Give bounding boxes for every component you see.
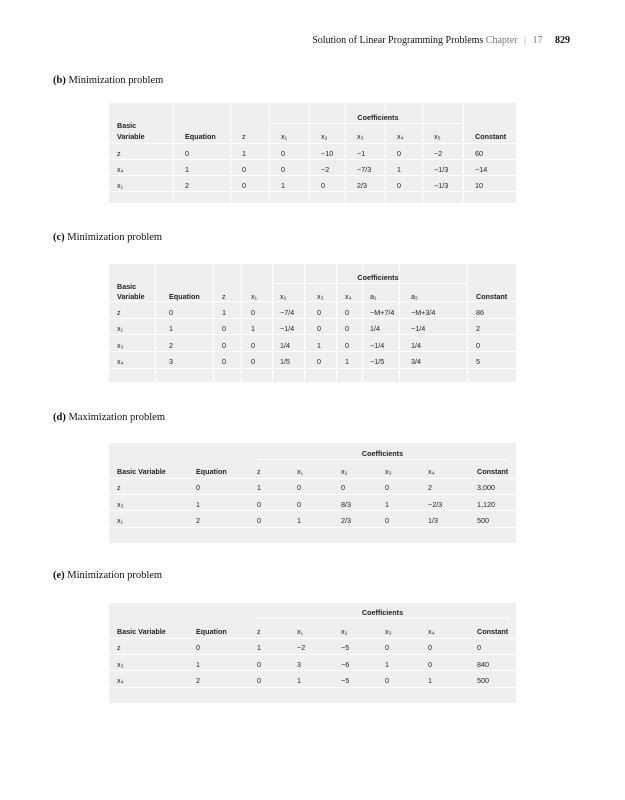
row-divider [109,334,516,335]
basic-header: Basic [117,121,137,130]
section-d-title: Maximization problem [68,412,165,423]
column-divider [272,264,273,382]
table-cell: −14 [475,165,488,174]
section-e-label: (e) [53,570,65,581]
table-d [109,443,516,543]
table-cell: 0 [297,483,301,492]
column-header: x₁ [297,467,304,476]
basic-variable-header: Basic Variable [117,627,166,636]
table-cell: 0 [222,357,226,366]
column-divider [230,103,231,203]
table-cell: 0 [317,308,321,317]
table-cell: 0 [257,676,261,685]
header-divider [109,638,516,639]
header-divider [109,478,516,479]
column-header: Equation [196,467,227,476]
running-title: Solution of Linear Programming Problems [312,35,484,46]
section-d-heading [53,412,165,423]
table-cell: 1 [196,660,200,669]
table-cell: 1 [385,500,389,509]
column-header: Equation [169,292,200,301]
column-divider [304,264,305,382]
table-cell: x₁ [117,516,124,525]
row-divider [109,191,516,192]
table-cell: 840 [477,660,489,669]
table-cell: 0 [317,324,321,333]
table-cell: −1 [357,149,366,158]
table-cell: 0 [242,165,246,174]
table-cell: 3,000 [477,483,495,492]
table-cell: x₄ [117,165,124,174]
row-divider [109,494,516,495]
table-cell: x₃ [117,341,124,350]
column-header: Equation [196,627,227,636]
table-cell: 2 [476,324,480,333]
table-cell: x₁ [117,324,124,333]
column-header: Constant [476,292,508,301]
table-cell: 0 [345,324,349,333]
table-cell: −6 [341,660,350,669]
row-divider [109,670,516,671]
table-cell: x₁ [117,181,124,190]
table-cell: x₄ [117,676,124,685]
table-cell: 0 [196,643,200,652]
table-cell: 1 [251,324,255,333]
column-header: x₄ [397,132,404,141]
table-cell: 2 [185,181,189,190]
column-divider [399,264,400,382]
table-cell: 1 [242,149,246,158]
column-header: x₃ [317,292,324,301]
table-cell: 2/3 [357,181,367,190]
section-c-title: Minimization problem [67,232,163,243]
section-c-label: (c) [53,232,65,243]
table-cell: 0 [242,181,246,190]
column-header: Constant [475,132,507,141]
table-cell: 1/3 [428,516,438,525]
column-header: x₁ [251,292,258,301]
column-divider [155,264,156,382]
running-header [312,35,570,46]
table-cell: 0 [251,357,255,366]
coefficients-underline [272,283,467,284]
table-cell: 2 [196,676,200,685]
variable-header: Variable [117,132,145,141]
table-cell: −7/3 [357,165,372,174]
table-cell: −5 [341,676,350,685]
variable-header: Variable [117,292,145,301]
section-c-heading [53,232,162,243]
coefficients-underline [257,618,509,619]
table-cell: z [117,308,121,317]
table-cell: −1/3 [434,181,449,190]
table-cell: 0 [169,308,173,317]
table-cell: 0 [397,181,401,190]
table-cell: 0 [257,516,261,525]
basic-variable-header: Basic Variable [117,467,166,476]
table-cell: 1/5 [280,357,290,366]
table-cell: 1,120 [477,500,495,509]
table-cell: −2/3 [428,500,443,509]
table-cell: 0 [385,676,389,685]
header-divider [109,143,516,144]
table-cell: 2 [428,483,432,492]
coefficients-header: Coefficients [357,113,399,122]
column-header: x₂ [341,467,348,476]
column-header: a₂ [411,292,418,301]
section-d-label: (d) [53,412,66,423]
table-cell: 0 [397,149,401,158]
table-cell: 1/4 [280,341,290,350]
table-cell: 2/3 [341,516,351,525]
header-divider [109,301,516,302]
row-divider [109,175,516,176]
table-cell: 0 [428,643,432,652]
table-cell: 0 [385,643,389,652]
column-header: z [242,132,246,141]
column-divider [213,264,214,382]
table-cell: x₃ [117,660,124,669]
table-cell: 1/4 [411,341,421,350]
table-cell: z [117,643,121,652]
table-cell: 1 [297,676,301,685]
table-cell: 2 [169,341,173,350]
table-cell: 1 [317,341,321,350]
column-header: x₁ [281,132,288,141]
table-cell: −2 [434,149,443,158]
table-cell: 1 [297,516,301,525]
table-cell: 0 [321,181,325,190]
table-cell: 1 [385,660,389,669]
section-b-title: Minimization problem [68,75,164,86]
page-number: 829 [555,35,570,46]
table-cell: 0 [281,149,285,158]
table-cell: 1 [281,181,285,190]
row-divider [109,510,516,511]
column-header: x₁ [297,627,304,636]
coefficients-underline [269,123,463,124]
row-divider [109,654,516,655]
table-cell: x₄ [117,357,124,366]
column-header: z [257,467,261,476]
table-cell: 1 [185,165,189,174]
table-cell: 0 [257,500,261,509]
table-cell: 0 [222,341,226,350]
table-cell: −2 [321,165,330,174]
table-cell: 1 [345,357,349,366]
column-divider [422,103,423,203]
table-cell: 1 [428,676,432,685]
column-header: a₁ [370,292,377,301]
table-cell: −1/3 [434,165,449,174]
table-e [109,603,516,703]
table-cell: z [117,149,121,158]
table-cell: −1/4 [280,324,295,333]
column-header: x₃ [385,627,392,636]
column-header: x₄ [428,627,435,636]
section-e-heading [53,570,162,581]
table-cell: 0 [476,341,480,350]
table-cell: 10 [475,181,483,190]
table-cell: −7/4 [280,308,295,317]
table-cell: 0 [345,308,349,317]
coefficients-underline [257,459,509,460]
row-divider [109,351,516,352]
table-cell: −5 [341,643,350,652]
column-divider [463,103,464,203]
header-separator: | [523,35,526,46]
table-cell: 0 [281,165,285,174]
table-cell: 1 [169,324,173,333]
table-cell: 500 [477,516,489,525]
chapter-label: Chapter [485,35,518,46]
table-cell: 0 [341,483,345,492]
coefficients-header: Coefficients [361,608,404,617]
table-cell: −1/4 [370,341,385,350]
column-divider [309,103,310,203]
table-cell: 0 [428,660,432,669]
table-cell: 1 [257,643,261,652]
coefficients-header: Coefficients [357,273,399,282]
row-divider [109,687,516,688]
table-cell: 0 [317,357,321,366]
column-header: Constant [477,467,509,476]
column-header: x₂ [321,132,328,141]
table-cell: 3/4 [411,357,421,366]
table-cell: 86 [476,308,484,317]
column-header: x₄ [428,467,435,476]
column-header: Equation [185,132,216,141]
table-cell: 0 [257,660,261,669]
table-cell: 0 [251,308,255,317]
row-divider [109,159,516,160]
table-cell: 0 [222,324,226,333]
table-cell: 3 [169,357,173,366]
column-header: Constant [477,627,509,636]
table-c [109,264,516,382]
basic-header: Basic [117,282,137,291]
table-cell: 0 [385,516,389,525]
table-cell: 0 [251,341,255,350]
table-cell: 0 [185,149,189,158]
row-divider [109,527,516,528]
row-divider [109,318,516,319]
table-cell: z [117,483,121,492]
table-cell: −2 [297,643,306,652]
column-header: x₃ [385,467,392,476]
section-b-label: (b) [53,75,66,86]
table-cell: 8/3 [341,500,351,509]
column-divider [269,103,270,203]
table-cell: −M+3/4 [411,308,436,317]
column-divider [336,264,337,382]
section-e-title: Minimization problem [67,570,163,581]
table-b [109,103,516,203]
column-header: x₅ [434,132,441,141]
table-cell: −10 [321,149,334,158]
table-cell: 0 [385,483,389,492]
table-cell: 0 [345,341,349,350]
table-cell: x₃ [117,500,124,509]
table-cell: 2 [196,516,200,525]
table-cell: 0 [477,643,481,652]
table-cell: −M+7/4 [370,308,395,317]
column-header: z [257,627,261,636]
section-b-heading [53,75,163,86]
table-cell: 60 [475,149,483,158]
column-header: x₂ [280,292,287,301]
coefficients-header: Coefficients [361,449,404,458]
table-cell: 1 [222,308,226,317]
column-header: x₂ [341,627,348,636]
column-header: z [222,292,226,301]
table-cell: 1 [257,483,261,492]
column-header: x₃ [357,132,364,141]
column-divider [467,264,468,382]
table-cell: 1 [397,165,401,174]
table-cell: 1/4 [370,324,380,333]
chapter-number: 17 [532,35,543,46]
column-header: x₄ [345,292,352,301]
table-cell: −1/5 [370,357,385,366]
column-divider [345,103,346,203]
column-divider [241,264,242,382]
table-cell: 5 [476,357,480,366]
table-cell: 0 [297,500,301,509]
table-cell: 3 [297,660,301,669]
table-cell: 0 [196,483,200,492]
row-divider [109,368,516,369]
column-divider [173,103,174,203]
table-cell: −1/4 [411,324,426,333]
table-cell: 1 [196,500,200,509]
table-cell: 500 [477,676,489,685]
